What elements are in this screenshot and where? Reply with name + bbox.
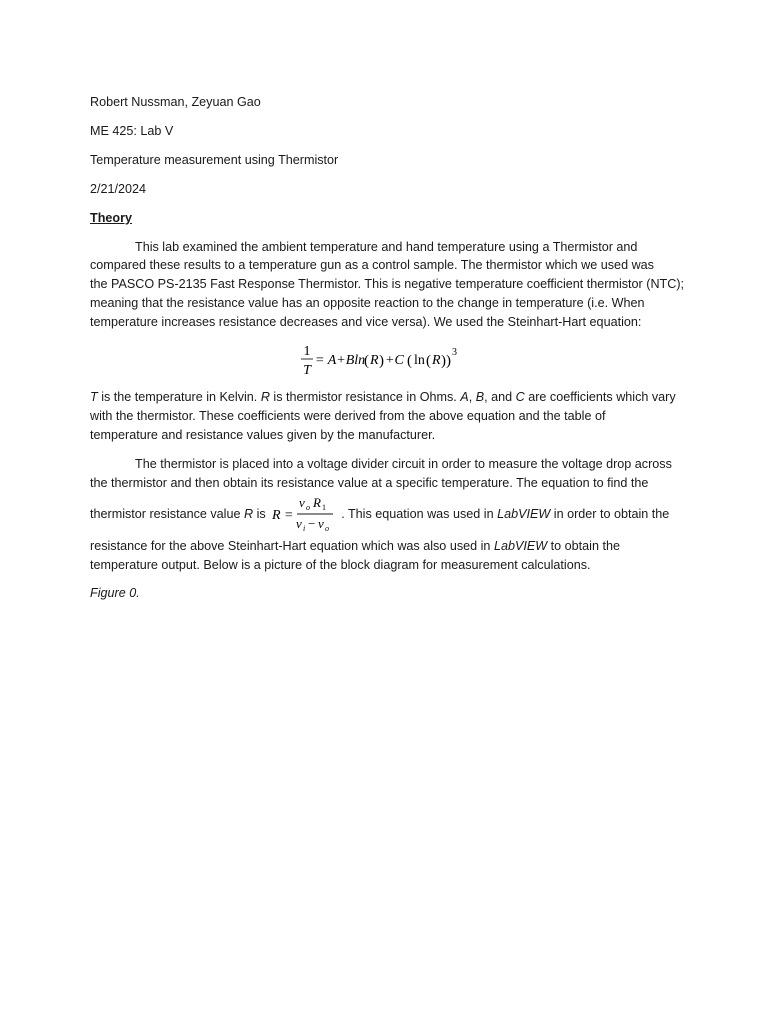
paragraph-intro [90, 238, 685, 333]
text-run: . This equation was used in [341, 507, 498, 522]
text-run: are coefficients which vary [524, 390, 676, 405]
paragraph-line [90, 388, 680, 407]
paragraph-line: the PASCO PS-2135 Fast Response Thermistor. This is negative temperature coefficient thermistor (NTC); [90, 277, 685, 292]
formula-num-v: v [299, 494, 305, 510]
paragraph-line: This lab examined the ambient temperature and hand temperature using a Thermistor and [135, 239, 638, 254]
paragraph-line: temperature increases resistance decreases and vice versa). We used the Steinhart-Hart equation: [90, 315, 642, 330]
course-label: ME 425: Lab V [90, 123, 174, 138]
text-run: resistance for the above Steinhart-Hart equation which was also used in [90, 538, 494, 553]
text-run: thermistor resistance value [90, 507, 244, 522]
figure-caption: Figure 0. [90, 586, 140, 601]
paragraph-line: the thermistor and then obtain its resistance value at a specific temperature. The equation to find the [90, 475, 649, 490]
var-A: A [460, 390, 469, 405]
equation-rhs-part2: +C [385, 353, 404, 369]
formula-den-sub-i: i [303, 523, 306, 533]
paragraph-line: temperature and resistance values given by the manufacturer. [90, 427, 436, 442]
formula-den-v: v [296, 515, 302, 531]
text-run: , and [484, 390, 516, 405]
paragraph-line: with the thermistor. These coefficients were derived from the above equation and the table of [90, 408, 606, 423]
text-run: to obtain the [547, 538, 620, 553]
bracket-right: ) [441, 353, 446, 370]
report-title: Temperature measurement using Thermistor [90, 152, 339, 167]
document-page [90, 93, 685, 603]
equation-r1: R [370, 353, 379, 369]
steinhart-hart-equation [90, 342, 680, 380]
equation-numerator: 1 [303, 344, 311, 360]
formula-lhs: R = [272, 507, 294, 523]
authors: Robert Nussman, Zeyuan Gao [90, 95, 261, 109]
paragraph-line: temperature output. Below is a picture of the block diagram for measurement calculations. [90, 557, 591, 572]
var-C: C [515, 390, 525, 405]
paragraph-variables [90, 388, 680, 445]
formula-den-sub-o: o [325, 523, 330, 533]
paragraph-line: meaning that the resistance value has an opposite reaction to the change in temperature (i.e. When [90, 296, 645, 311]
section-heading-theory: Theory [90, 210, 132, 225]
report-date: 2/21/2024 [90, 181, 147, 196]
bracket-left: ( [407, 353, 412, 370]
var-T: T [90, 390, 98, 405]
formula-den-v: v [318, 515, 324, 531]
formula-den-minus: − [308, 515, 316, 531]
paragraph-line: compared these results to a temperature gun as a control sample. The thermistor which we used was [90, 258, 654, 273]
paragraph-line-with-formula [90, 493, 680, 537]
bracket-left: ( [426, 353, 431, 370]
bracket-left: ( [364, 353, 369, 370]
equation-r2: R [432, 353, 441, 369]
text-run: in order to obtain the [550, 507, 670, 522]
resistance-formula [271, 494, 339, 536]
text-run: is the temperature in Kelvin. [97, 390, 261, 405]
paragraph-line [90, 537, 680, 556]
var-R: R [260, 390, 270, 405]
var-B: B [475, 390, 485, 405]
formula-num-R: R [313, 494, 322, 510]
equation-denominator: T [303, 363, 311, 379]
text-run: , [468, 390, 476, 405]
formula-num-sub-1: 1 [322, 502, 327, 512]
equation-rhs-part1: = A+Bln [315, 353, 366, 369]
equation-ln: ln [414, 353, 425, 369]
paragraph-voltage-divider [90, 455, 680, 575]
software-name: LabVIEW [497, 507, 551, 522]
bracket-right: ) [446, 353, 451, 370]
equation-graphic [300, 342, 500, 380]
text-run: is thermistor resistance in Ohms. [269, 390, 461, 405]
equation-exponent: 3 [452, 347, 457, 359]
bracket-right: ) [379, 353, 384, 370]
text-run: is [253, 507, 270, 522]
formula-num-sub-o: o [306, 502, 311, 512]
var-R: R [244, 507, 254, 522]
software-name: LabVIEW [493, 538, 548, 553]
paragraph-line: The thermistor is placed into a voltage divider circuit in order to measure the voltage drop across [135, 456, 672, 471]
